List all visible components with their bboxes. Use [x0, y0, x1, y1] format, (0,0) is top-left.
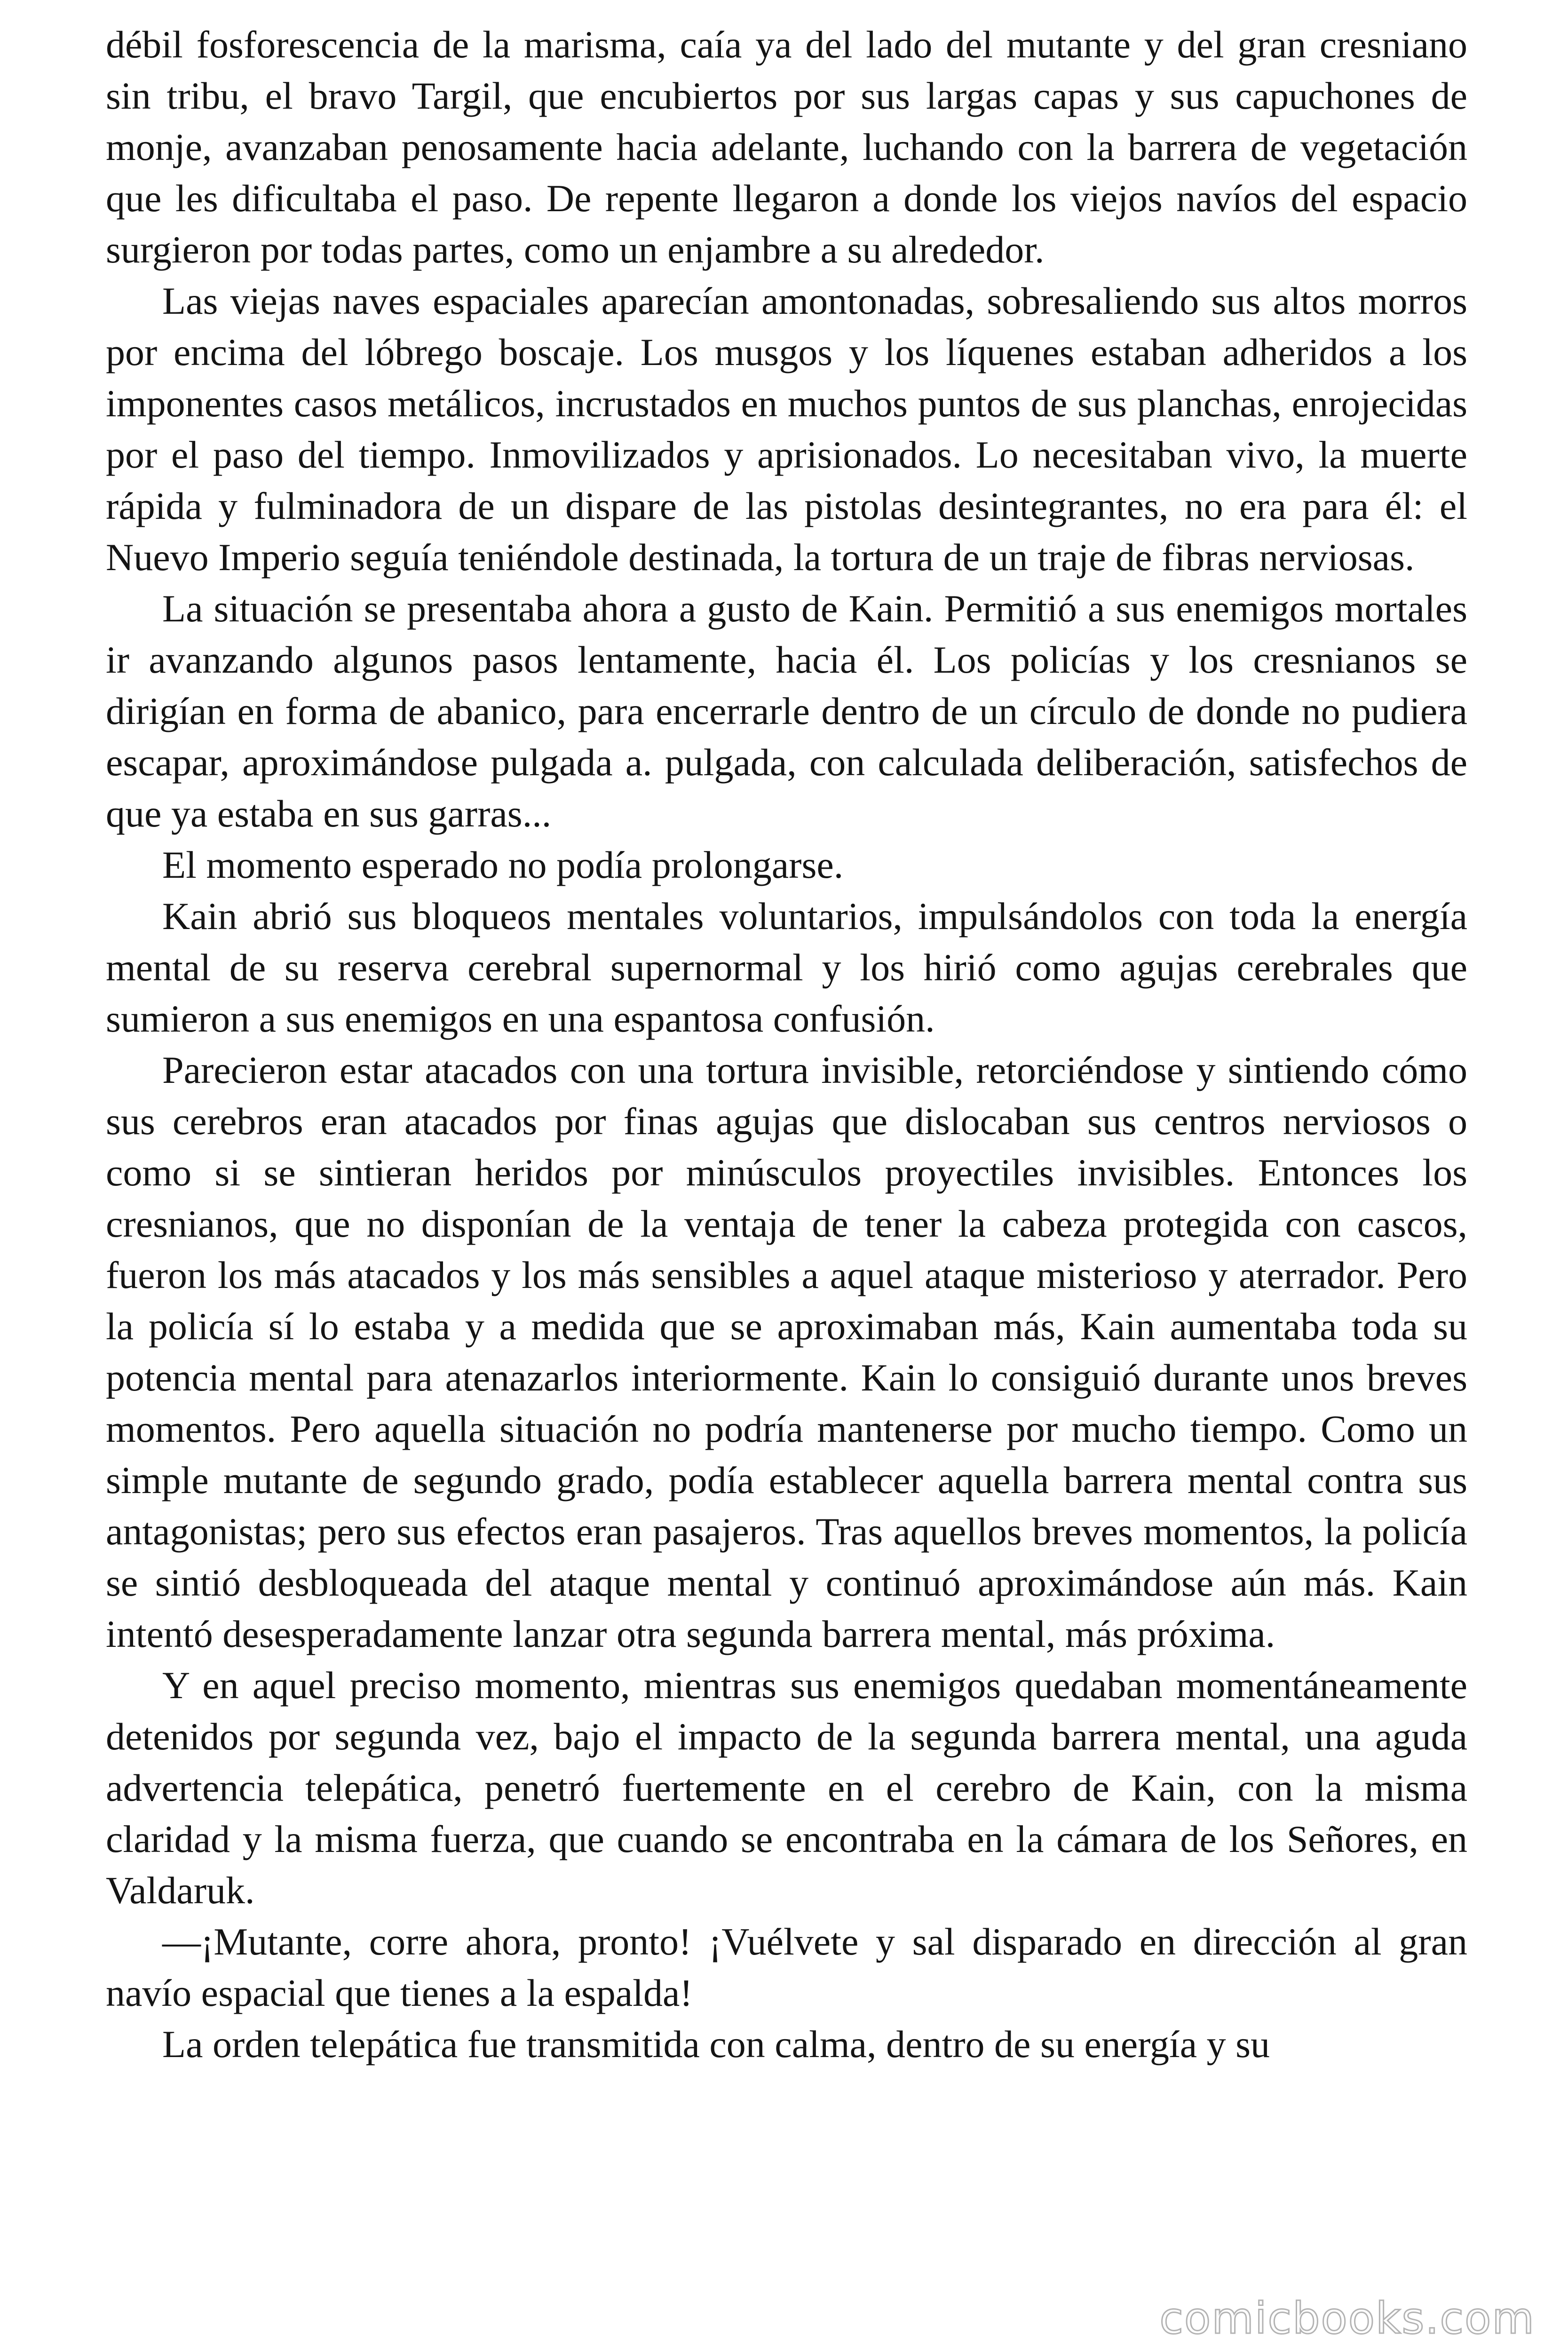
paragraph-3: La situación se presentaba ahora a gusto de Kain. Permitió a sus enemigos mortales ir avanzando algunos pasos lentamente, hacia él. Los policías y los cresnianos se dirigían en forma de abanico, para encerrarle dentro de un círculo de donde no pudiera escapar, aproximándose pulgada a. pulgada, con calculada deliberación, satisfechos de que ya estaba en sus garras...	[106, 587, 1467, 835]
paragraph-1: débil fosforescencia de la marisma, caía ya del lado del mutante y del gran cresniano sin tribu, el bravo Targil, que encubiertos por sus largas capas y sus capuchones de monje, avanzaban penosamente hacia adelante, luchando con la barrera de vegetación que les dificultaba el paso. De repente llegaron a donde los viejos navíos del espacio surgieron por todas partes, como un enjambre a su alrededor.	[106, 23, 1467, 271]
paragraph-4: El momento esperado no podía prolongarse.	[162, 843, 844, 886]
paragraph-7: Y en aquel preciso momento, mientras sus enemigos quedaban momentáneamente detenidos por segunda vez, bajo el impacto de la segunda barrera mental, una aguda advertencia telepática, penetró fuertemente en el cerebro de Kain, con la misma claridad y la misma fuerza, que cuando se encontraba en la cámara de los Señores, en Valdaruk.	[106, 1664, 1467, 1912]
paragraph-6: Parecieron estar atacados con una tortura invisible, retorciéndose y sintiendo cómo sus cerebros eran atacados por finas agujas que dislocaban sus centros nerviosos o como si se sintieran heridos por minúsculos proyectiles invisibles. Entonces los cresnianos, que no disponían de la ventaja de tener la cabeza protegida con cascos, fueron los más atacados y los más sensibles a aquel ataque misterioso y aterrador. Pero la policía sí lo estaba y a medida que se aproximaban más, Kain aumentaba toda su potencia mental para atenazarlos interiormente. Kain lo consiguió durante unos breves momentos. Pero aquella situación no podría mantenerse por mucho tiempo. Como un simple mutante de segundo grado, podía establecer aquella barrera mental contra sus antagonistas; pero sus efectos eran pasajeros. Tras aquellos breves momentos, la policía se sintió desbloqueada del ataque mental y continuó aproximándose aún más. Kain intentó desesperadamente lanzar otra segunda barrera mental, más próxima.	[106, 1049, 1467, 1655]
watermark: comicbooks.com	[1159, 2293, 1535, 2344]
page-body	[106, 19, 1467, 2070]
paragraph-8: —¡Mutante, corre ahora, pronto! ¡Vuélvete y sal disparado en dirección al gran navío espacial que tienes a la espalda!	[106, 1920, 1467, 2014]
paragraph-2: Las viejas naves espaciales aparecían amontonadas, sobresaliendo sus altos morros por encima del lóbrego boscaje. Los musgos y los líquenes estaban adheridos a los imponentes casos metálicos, incrustados en muchos puntos de sus planchas, enrojecidas por el paso del tiempo. Inmovilizados y aprisionados. Lo necesitaban vivo, la muerte rápida y fulminadora de un dispare de las pistolas desintegrantes, no era para él: el Nuevo Imperio seguía teniéndole destinada, la tortura de un traje de fibras nerviosas.	[106, 279, 1467, 579]
paragraph-9: La orden telepática fue transmitida con calma, dentro de su energía y su	[162, 2023, 1270, 2066]
paragraph-5: Kain abrió sus bloqueos mentales voluntarios, impulsándolos con toda la energía mental de su reserva cerebral supernormal y los hirió como agujas cerebrales que sumieron a sus enemigos en una espantosa confusión.	[106, 895, 1467, 1040]
